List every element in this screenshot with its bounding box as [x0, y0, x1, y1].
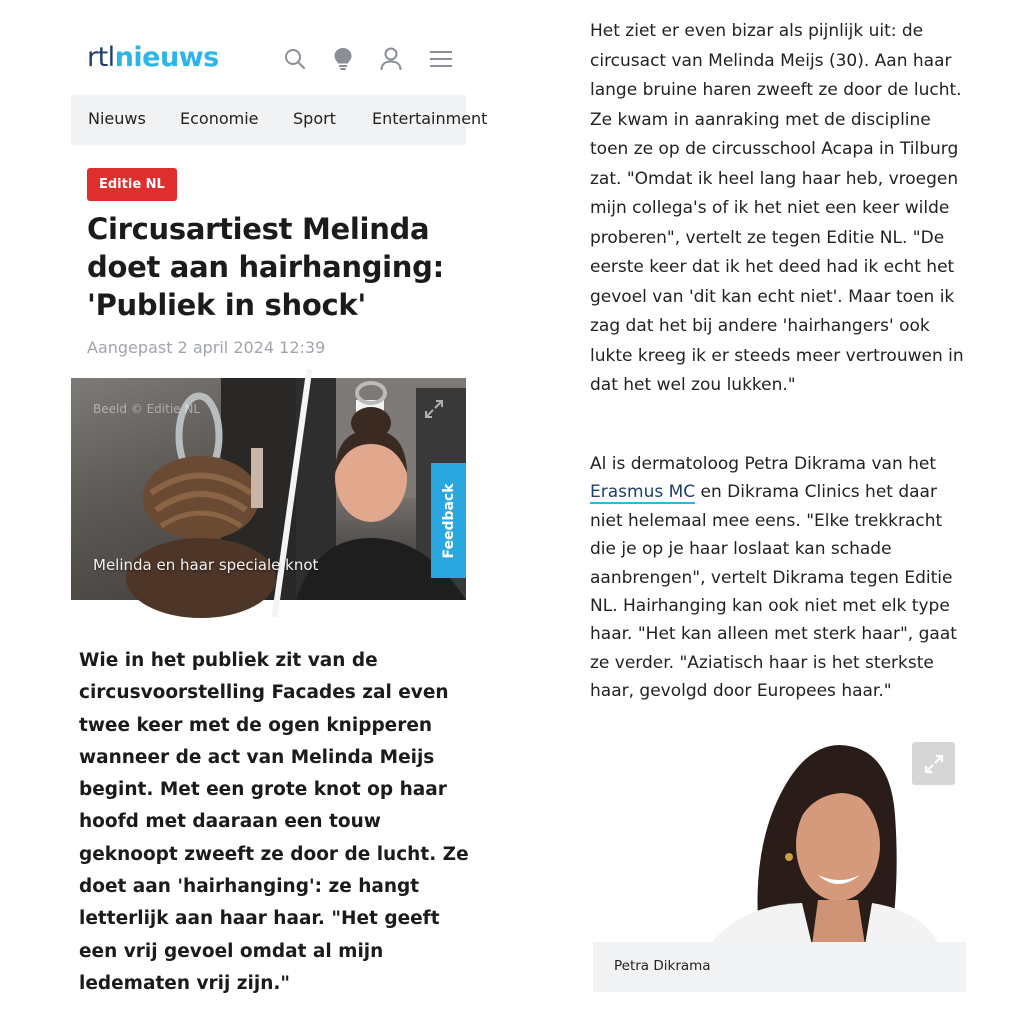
article-date: Aangepast 2 april 2024 12:39 — [87, 338, 326, 357]
portrait-photo-petra — [590, 735, 966, 945]
site-header — [87, 40, 457, 80]
search-icon[interactable] — [282, 46, 308, 72]
portrait-image[interactable] — [590, 735, 966, 945]
nav-item-economie[interactable]: Economie — [180, 109, 259, 128]
article-paragraph-2 — [590, 450, 966, 706]
article-right-column — [590, 0, 966, 1024]
article-paragraph-1: Het ziet er even bizar als pijnlijk uit: de circusact van Melinda Meijs (30). Aan haar lange bruine haren zweeft ze door de lucht. Ze kwam in aanraking met de discipline toen ze op de circusschool Acapa in Tilburg zat. "Omdat ik heel lang haar heb, vroegen mijn collega's of ik het niet een keer wilde proberen", vertelt ze tegen Editie NL. "De eerste keer dat ik het deed had ik echt het gevoel van 'dit kan echt niet'. Maar toen ik zag dat het bij andere 'hairhangers' ook lukte kreeg ik er steeds meer vertrouwen in dat het wel zou lukken." — [590, 21, 964, 395]
portrait-caption-bar — [593, 942, 966, 992]
expand-icon — [923, 753, 945, 775]
feedback-label: Feedback — [440, 482, 457, 559]
feedback-button[interactable] — [431, 463, 466, 578]
image-caption: Melinda en haar speciale knot — [93, 556, 319, 574]
nav-item-entertainment[interactable]: Entertainment — [372, 109, 488, 128]
portrait-expand-button[interactable] — [912, 742, 955, 785]
paragraph-2-text-start: Al is dermatoloog Petra Dikrama van het — [590, 454, 937, 474]
image-credit: Beeld © Editie NL — [93, 402, 201, 416]
portrait-caption: Petra Dikrama — [614, 958, 711, 974]
user-icon[interactable] — [378, 46, 404, 72]
lightbulb-icon[interactable] — [330, 46, 356, 72]
article-left-column — [71, 0, 488, 1024]
nav-item-nieuws[interactable]: Nieuws — [88, 109, 146, 128]
erasmus-mc-link[interactable]: Erasmus MC — [590, 482, 696, 503]
nav-item-sport[interactable]: Sport — [293, 109, 336, 128]
hero-image[interactable] — [71, 378, 466, 600]
article-title: Circusartiest Melinda doet aan hairhanging: 'Publiek in shock' — [87, 212, 444, 322]
category-badge[interactable]: Editie NL — [87, 168, 177, 201]
paragraph-2-text-end: en Dikrama Clinics het daar niet helemaal mee eens. "Elke trekkracht die je op je haar loslaat kan schade aanbrengen", vertelt Dikrama tegen Editie NL. Hairhanging kan ook niet met elk type haar. "Het kan alleen met sterk haar", gaat ze verder. "Aziatisch haar is het sterkste haar, gevolgd door Europees haar." — [590, 482, 957, 702]
expand-icon[interactable] — [423, 398, 445, 420]
site-logo[interactable] — [87, 40, 219, 76]
logo-nieuws-text: nieuws — [114, 42, 219, 73]
main-navigation — [71, 95, 488, 145]
article-intro: Wie in het publiek zit van de circusvoorstelling Facades zal even twee keer met de ogen knipperen wanneer de act van Melinda Meijs begint. Met een grote knot op haar hoofd met daaraan een touw geknoopt zweeft ze door de lucht. Ze doet aan 'hairhanging': ze hangt letterlijk aan haar haar. "Het geeft een vrij gevoel omdat al mijn ledematen vrij zijn." — [79, 650, 469, 994]
logo-rtl-text: rtl — [87, 42, 115, 73]
menu-icon[interactable] — [428, 46, 454, 72]
